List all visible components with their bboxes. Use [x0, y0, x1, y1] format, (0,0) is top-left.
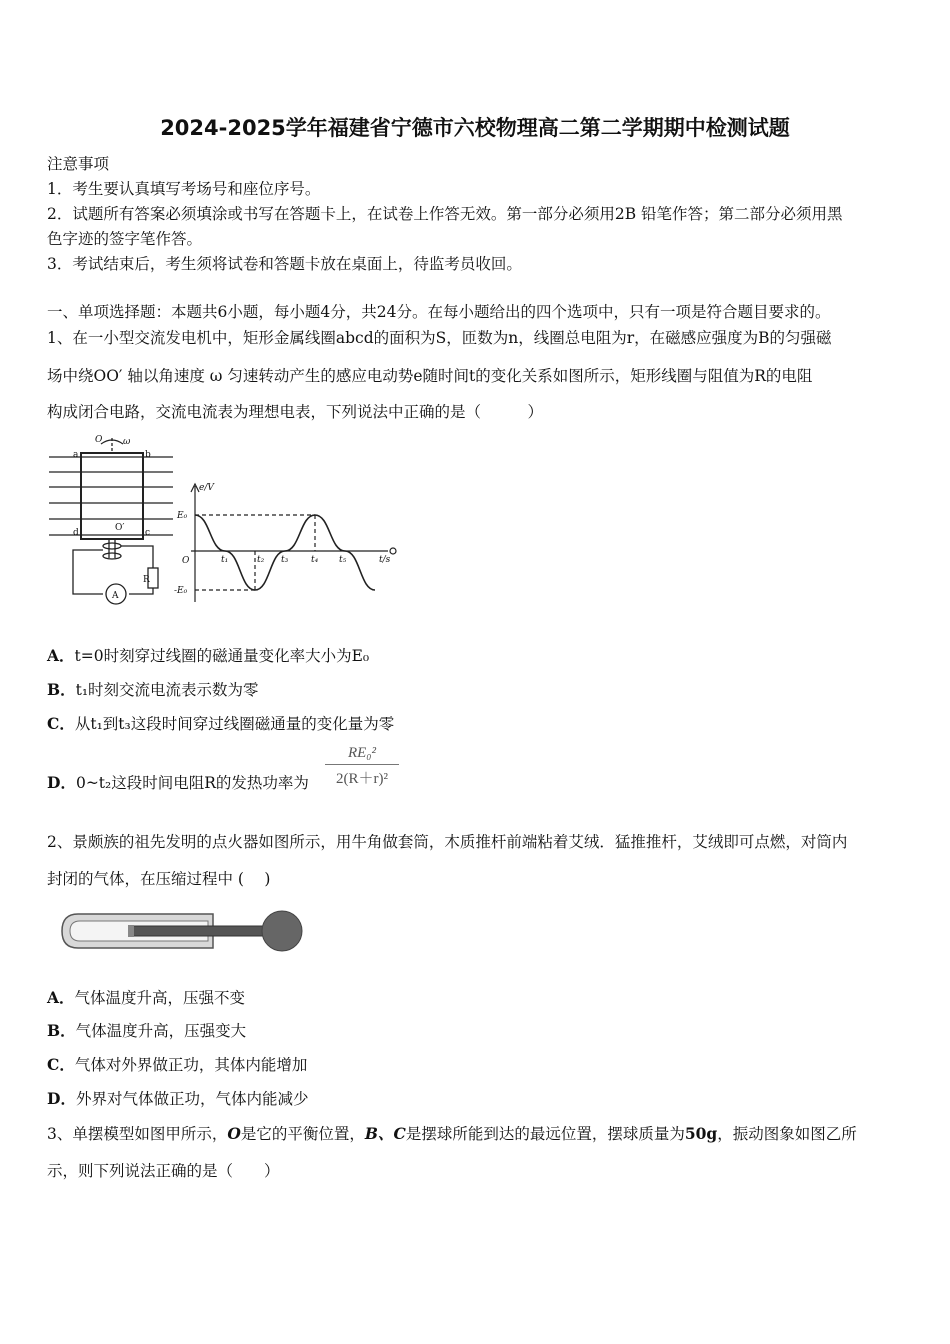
question-1-figure: [45, 430, 405, 608]
question-3-text: [47, 1122, 857, 1144]
label-t4: t₄: [311, 555, 319, 565]
option-text: t₁时刻交流电流表示数为零: [75, 681, 259, 699]
option-letter: C．: [47, 714, 75, 733]
section-heading: 一、单项选择题：本题共6小题，每小题4分，共24分。在每小题给出的四个选项中，只有一项是符合题目要求的。: [47, 303, 831, 321]
axis-label-t: t/s: [379, 555, 391, 565]
label-t2: t₂: [257, 555, 265, 565]
notice-item: 1．考生要认真填写考场号和座位序号。: [47, 180, 321, 198]
option-text: 气体温度升高，压强变大: [75, 1022, 247, 1040]
label-omega: ω: [123, 437, 131, 447]
coil-abcd: [81, 453, 143, 539]
notice-item: 3．考试结束后，考生须将试卷和答题卡放在桌面上，待监考员收回。: [47, 255, 522, 273]
notice-item: 色字迹的签字笔作答。: [47, 230, 203, 248]
question-1-text: 1、在一小型交流发电机中，矩形金属线圈abcd的面积为S，匝数为n，线圈总电阻为r，在磁感应强度为B的匀强磁: [47, 329, 832, 347]
option-text: 气体对外界做正功，其体内能增加: [74, 1056, 308, 1074]
question-3-text: 示，则下列说法正确的是（ ）: [47, 1162, 280, 1180]
option-c[interactable]: [47, 1053, 307, 1075]
option-text: t=0时刻穿过线圈的磁通量变化率大小为E₀: [74, 647, 370, 665]
option-letter: B．: [47, 1021, 76, 1040]
option-c[interactable]: [47, 712, 394, 734]
resistor-label: R: [143, 575, 150, 585]
axis-label-e: e/V: [199, 483, 214, 493]
option-letter: D．: [47, 773, 76, 792]
option-letter: A．: [47, 988, 75, 1007]
label-omega-O: O: [95, 435, 103, 445]
option-letter: B．: [47, 680, 76, 699]
label-o-prime: O′: [115, 523, 125, 533]
option-d[interactable]: [47, 771, 309, 793]
rod-knob: [262, 911, 302, 951]
fraction-denominator: 2(R＋r)²: [336, 771, 388, 787]
question-2-text: 2、景颇族的祖先发明的点火器如图所示，用牛角做套筒，木质推杆前端粘着艾绒．猛推推杆，艾绒即可点燃，对筒内: [47, 833, 848, 851]
label-neg-e0: -E₀: [174, 586, 188, 596]
label-e0: E₀: [177, 511, 188, 521]
option-text: 0~t₂这段时间电阻R的发热功率为: [75, 774, 309, 792]
question-1-text: 场中绕OO′ 轴以角速度 ω 匀速转动产生的感应电动势e随时间t的变化关系如图所示，矩形线圈与阻值为R的电阻: [47, 367, 813, 385]
label-c: c: [145, 528, 151, 538]
label-a: a: [73, 450, 79, 460]
notice-heading: 注意事项: [47, 155, 110, 173]
question-1-text: 构成闭合电路，交流电流表为理想电表，下列说法中正确的是（ ）: [47, 403, 544, 421]
option-b[interactable]: [47, 678, 259, 700]
page-title: 2024-2025学年福建省宁德市六校物理高二第二学期期中检测试题: [160, 116, 790, 140]
option-a[interactable]: [47, 986, 245, 1008]
q3-part: 是摆球所能到达的最远位置，摆球质量为: [405, 1125, 685, 1143]
q3-part: ，振动图象如图乙所: [717, 1125, 857, 1143]
fire-piston-figure: [58, 908, 308, 958]
option-a[interactable]: [47, 644, 369, 666]
power-fraction: [325, 745, 399, 788]
notice-item: 2．试题所有答案必须填涂或书写在答题卡上，在试卷上作答无效。第一部分必须用2B 铅笔作答；第二部分必须用黑: [47, 205, 843, 223]
option-d[interactable]: [47, 1087, 308, 1109]
q3-part: 是它的平衡位置，: [240, 1125, 365, 1143]
label-t1: t₁: [221, 555, 229, 565]
emf-curve: [195, 515, 375, 590]
q3-symbol-O: O: [227, 1124, 241, 1143]
x-axis-arrow: [390, 548, 396, 554]
option-letter: C．: [47, 1055, 75, 1074]
label-d: d: [73, 528, 79, 538]
label-origin: O: [182, 556, 190, 566]
option-text: 外界对气体做正功，气体内能减少: [75, 1090, 309, 1108]
label-t5: t₅: [339, 555, 347, 565]
option-letter: A．: [47, 646, 75, 665]
option-b[interactable]: [47, 1019, 246, 1041]
fraction-numerator: RE₀²: [325, 745, 399, 765]
question-2-text: 封闭的气体，在压缩过程中 ( ): [47, 870, 271, 888]
option-text: 从t₁到t₃这段时间穿过线圈磁通量的变化量为零: [74, 715, 395, 733]
tinder: [128, 925, 134, 937]
ammeter-label: A: [112, 591, 119, 601]
q3-part: 3、单摆模型如图甲所示，: [47, 1125, 228, 1143]
option-letter: D．: [47, 1089, 76, 1108]
label-t3: t₃: [281, 555, 289, 565]
option-text: 气体温度升高，压强不变: [74, 989, 246, 1007]
q3-symbol-BC: B、C: [364, 1124, 406, 1143]
wooden-rod: [133, 926, 283, 936]
label-b: b: [145, 450, 151, 460]
q3-mass: 50g: [684, 1124, 718, 1143]
